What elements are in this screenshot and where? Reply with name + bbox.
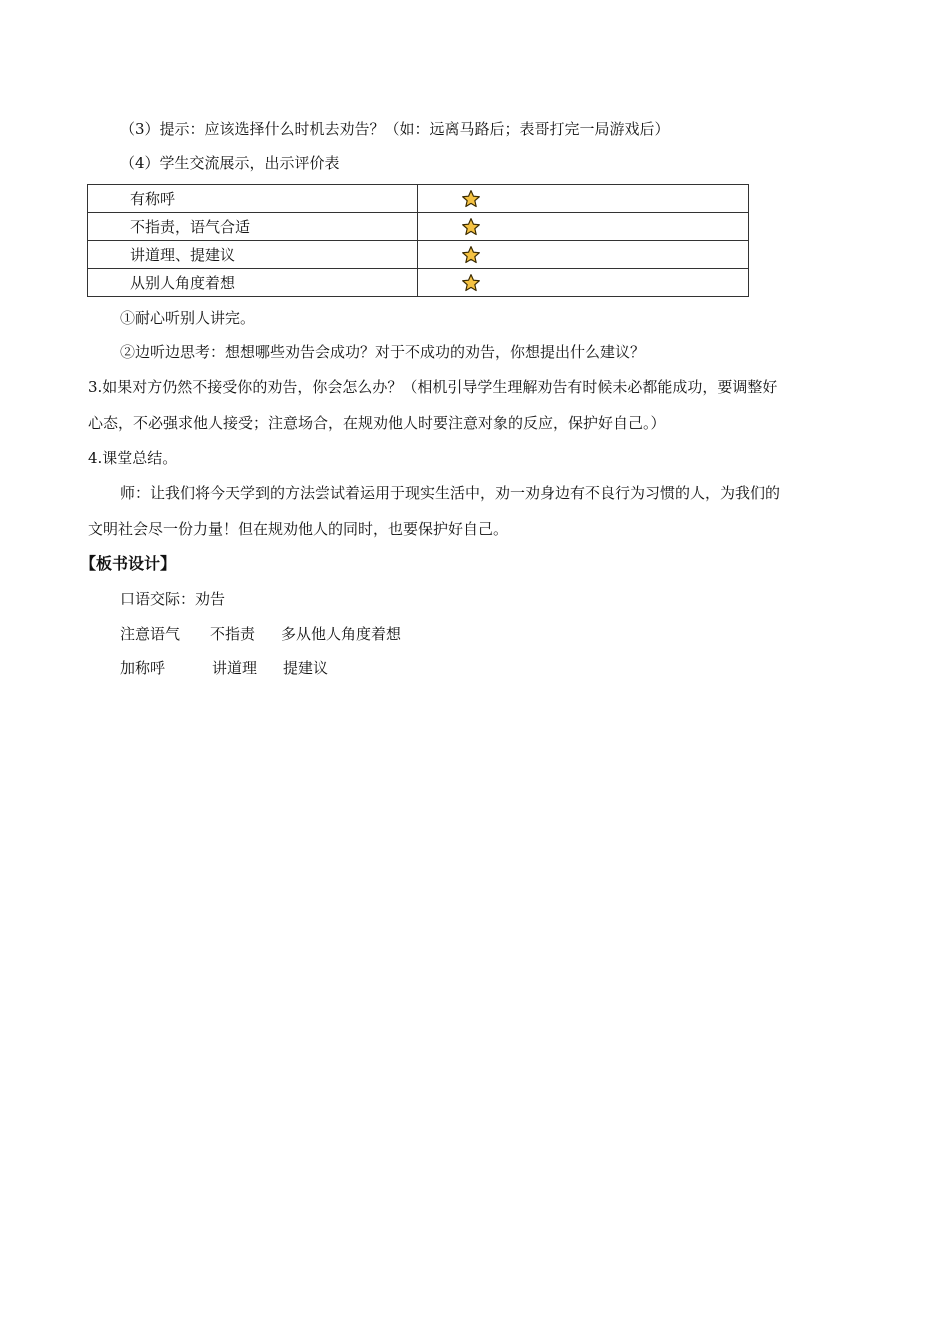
- board-title: 口语交际：劝告: [120, 590, 226, 608]
- rating-cell: [418, 241, 749, 269]
- board-item: 讲道理: [212, 659, 258, 677]
- criterion-cell: 讲道理、提建议: [88, 241, 418, 269]
- board-item: 多从他人角度着想: [281, 625, 402, 643]
- teacher-line-2: 文明社会尽一份力量！但在规劝他人的同时，也要保护好自己。: [88, 520, 509, 538]
- table-row: [88, 269, 749, 297]
- board-item: 提建议: [283, 659, 329, 677]
- evaluation-table: [87, 184, 749, 297]
- star-icon: [461, 189, 481, 209]
- board-row-2: [120, 658, 328, 678]
- criterion-cell: 从别人角度着想: [88, 269, 418, 297]
- table-row: [88, 213, 749, 241]
- board-item: 加称呼: [120, 659, 166, 677]
- criterion-cell: 有称呼: [88, 185, 418, 213]
- rating-cell: [418, 185, 749, 213]
- summary-4: 4.课堂总结。: [88, 449, 178, 467]
- criterion-cell: 不指责，语气合适: [88, 213, 418, 241]
- think-tip: ②边听边思考：想想哪些劝告会成功？对于不成功的劝告，你想提出什么建议？: [120, 343, 646, 361]
- star-icon: [461, 217, 481, 237]
- board-item: 不指责: [210, 625, 256, 643]
- table-row: [88, 241, 749, 269]
- table-row: [88, 185, 749, 213]
- board-design-heading: 【板书设计】: [80, 554, 177, 573]
- rating-cell: [418, 269, 749, 297]
- exchange-4: （4）学生交流展示，出示评价表: [120, 154, 340, 172]
- teacher-line-1: 师：让我们将今天学到的方法尝试着运用于现实生活中，劝一劝身边有不良行为习惯的人，为我们的: [120, 484, 781, 502]
- star-icon: [461, 273, 481, 293]
- question-3-line-2: 心态，不必强求他人接受；注意场合，在规劝他人时要注意对象的反应，保护好自己。）: [88, 414, 666, 432]
- question-3-line-1: 3.如果对方仍然不接受你的劝告，你会怎么办？（相机引导学生理解劝告有时候未必都能成功，要调整好: [88, 378, 778, 396]
- star-icon: [461, 245, 481, 265]
- board-item: 注意语气: [120, 625, 181, 643]
- rating-cell: [418, 213, 749, 241]
- hint-3: （3）提示：应该选择什么时机去劝告？（如：远离马路后；表哥打完一局游戏后）: [120, 120, 670, 138]
- listen-tip: ①耐心听别人讲完。: [120, 309, 256, 327]
- board-row-1: [120, 624, 401, 644]
